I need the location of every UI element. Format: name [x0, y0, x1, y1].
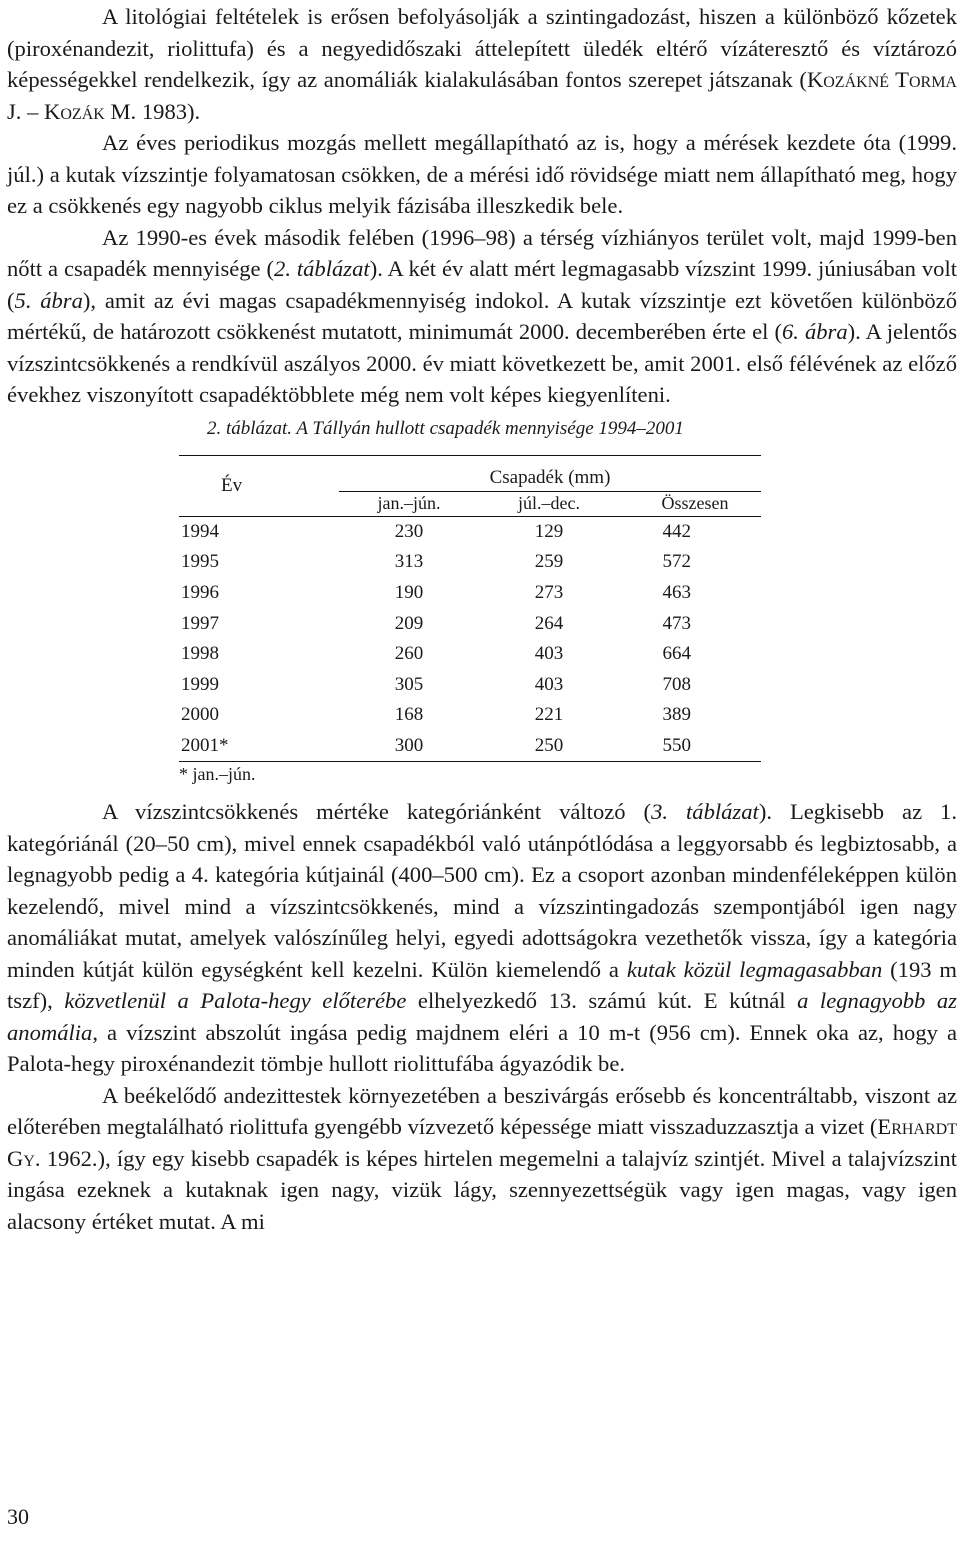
year-cell: 1996: [181, 581, 219, 603]
value-cell: 264: [534, 612, 564, 634]
table-footnote: * jan.–jún.: [179, 764, 256, 785]
year-header: Év: [179, 455, 339, 516]
body-text-bottom: [7, 796, 957, 1237]
year-cell: 2000: [181, 704, 219, 726]
table-row: [179, 547, 761, 578]
precipitation-group-header: Csapadék (mm): [339, 455, 761, 491]
value-cell: 209: [394, 612, 424, 634]
value-cell: 190: [394, 581, 424, 603]
total-cell: 389: [662, 704, 691, 726]
value-cell: 230: [394, 520, 424, 542]
paragraph-p3: Az 1990-es évek második felében (1996–98) a térség vízhiányos terület volt, majd 1999-ben nőtt a csapadék mennyisége (2. táblázat). A két év alatt mért legmagasabb vízszint 1999. júniusában volt (5. ábra), amit az évi magas csapadékmennyiség indokol. A kutak vízszintje ezt követően különböző mértékű, de határozott csökkenést mutatott, minimumát 2000. decemberében érte el (6. ábra). A jelentős vízszintcsökkenés a rendkívül aszályos 2000. év miatt következett be, amit 2001. első félévének az előző évekhez viszonyított csapadéktöbblete még nem volt képes kiegyenlíteni.: [7, 224, 957, 407]
value-cell: 403: [534, 673, 564, 695]
value-cell: 250: [479, 731, 619, 762]
value-cell: 221: [534, 704, 564, 726]
value-cell: 313: [394, 551, 424, 573]
total-cell: 550: [619, 731, 761, 762]
table-row: [179, 578, 761, 609]
table-row: [179, 516, 761, 547]
total-cell: 708: [662, 673, 691, 695]
table-row: [179, 608, 761, 639]
precipitation-table-block: [179, 417, 769, 785]
column-header-jan-jun: jan.–jún.: [339, 491, 479, 516]
total-cell: 572: [662, 551, 691, 573]
paragraph-p5: A beékelődő andezittestek környezetében a beszivárgás erősebb és koncentráltabb, viszont az előterében megtalálható riolittufa gyengébb vízvezető képessége miatt visszaduzzasztja a vizet (Erhardt Gy. 1962.), így egy kisebb csapadék is képes hirtelen megemelni a talajvíz szintjét. Mivel a talajvízszint ingása ezeknek a kutaknak igen nagy, vizük lágy, szennyezettségük vagy igen magas, vagy igen alacsony értéket mutat. A mi: [7, 1082, 957, 1234]
table-body: [179, 516, 761, 762]
year-cell: 1995: [181, 551, 219, 573]
table-caption: [207, 417, 769, 441]
total-cell: 463: [662, 581, 691, 603]
paragraph-p1: A litológiai feltételek is erősen befolyásolják a szintingadozást, hiszen a különböző kőzetek (piroxénandezit, riolittufa) és a negyedidőszaki áttelepített üledék eltérő vízáteresztő és víztározó képességekkel rendelkezik, így az anomáliák kialakulásában fontos szerepet játszanak (Kozákné Torma J. – Kozák M. 1983).: [7, 4, 957, 124]
year-cell: 1997: [181, 612, 219, 634]
total-cell: 442: [662, 520, 691, 542]
table-row: [179, 700, 761, 731]
page-number: 30: [7, 1504, 29, 1529]
value-cell: 273: [534, 581, 564, 603]
value-cell: 300: [339, 731, 479, 762]
precipitation-table: [179, 455, 761, 763]
table-caption-text: 2. táblázat. A Tállyán hullott csapadék mennyisége 1994–2001: [207, 417, 684, 439]
value-cell: 403: [534, 643, 564, 665]
body-text-top: [7, 0, 957, 411]
value-cell: 260: [394, 643, 424, 665]
year-cell: 1998: [181, 643, 219, 665]
column-header-total: Összesen: [619, 491, 761, 516]
value-cell: 168: [394, 704, 424, 726]
table-row: [179, 669, 761, 700]
paragraph-p2: Az éves periodikus mozgás mellett megállapítható az is, hogy a mérések kezdete óta (1999. júl.) a kutak vízszintje folyamatosan csökken, de a mérési idő rövidsége miatt nem állapítható meg, hogy ez a csökkenés egy nagyobb ciklus melyik fázisába illeszkedik bele.: [7, 130, 957, 218]
year-cell: 1994: [181, 520, 219, 542]
column-header-jul-dec: júl.–dec.: [479, 491, 619, 516]
year-cell: 2001*: [179, 731, 339, 762]
document-page: [7, 0, 957, 1237]
value-cell: 305: [394, 673, 424, 695]
year-cell: 1999: [181, 673, 219, 695]
total-cell: 473: [662, 612, 691, 634]
value-cell: 129: [534, 520, 564, 542]
table-row: [179, 731, 761, 762]
total-cell: 664: [662, 643, 691, 665]
paragraph-p4: A vízszintcsökkenés mértéke kategóriánként változó (3. táblázat). Legkisebb az 1. kategóriánál (20–50 cm), mivel ennek csapadékból való utánpótlódása a leggyorsabb és legbiztosabb, a legnagyobb pedig a 4. kategória kútjainál (400–500 cm). Ez a csoport azonban mindenféleképpen külön kezelendő, mivel mind a vízszintcsökkenés, mind a vízszintingadozás szempontjából igen nagy anomáliákat mutat, amelyek valószínűleg helyi, egyedi adottságokra vezethetők vissza, így a kategória minden kútját külön egységként kell kezelni. Külön kiemelendő a kutak közül legmagasabban (193 m tszf), közvetlenül a Palota-hegy előterébe elhelyezkedő 13. számú kút. E kútnál a legnagyobb az anomália, a vízszint abszolút ingása pedig majdnem eléri a 10 m-t (956 cm). Ennek oka az, hogy a Palota-hegy piroxénandezit tömbje hullott riolittufába ágyazódik be.: [7, 799, 958, 1077]
table-row: [179, 639, 761, 670]
value-cell: 259: [534, 551, 564, 573]
